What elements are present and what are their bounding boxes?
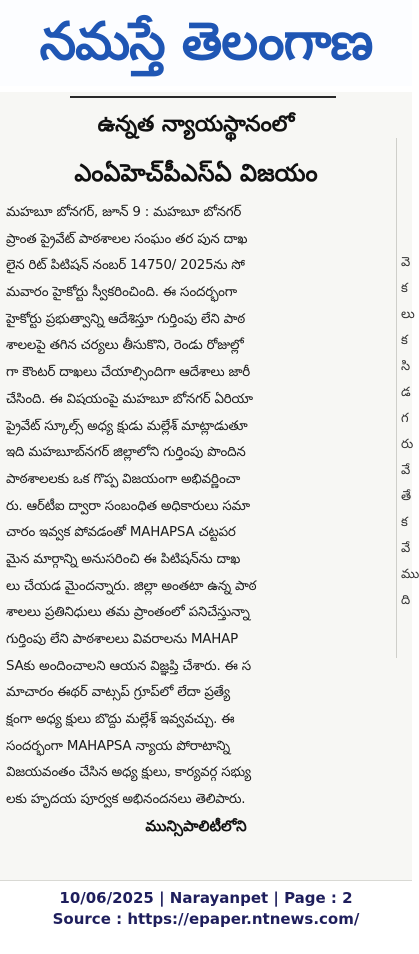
article-body <box>6 200 392 814</box>
source-url: Source : https://epaper.ntnews.com/ <box>52 910 360 928</box>
adjacent-column-glyph: క <box>401 333 408 348</box>
article-body-line: చారం ఇవ్వక పోవడంతో MAHAPSA చట్టపర <box>6 525 236 541</box>
adjacent-column-glyph: క <box>401 515 408 530</box>
adjacent-column-fragment <box>401 250 419 614</box>
article-body-line: ఇది మహబూబ్‌నగర్ జిల్లాలోని గుర్తింపు పొందిన <box>6 445 246 461</box>
adjacent-column-glyph: ము <box>401 567 419 582</box>
article-body-line: విజయవంతం చేసిన అధ్య క్షులు, కార్యవర్గ సభ్యు <box>6 765 251 781</box>
article-body-line: గా కౌంటర్ దాఖలు చేయాల్సిందిగా ఆదేశాలు జారీ <box>6 365 251 381</box>
newspaper-masthead <box>0 0 412 86</box>
adjacent-column-glyph: లు <box>401 307 415 322</box>
adjacent-column-glyph: క <box>401 281 408 296</box>
article-body-line: SAకు అందించాలని ఆయన విజ్ఞప్తి చేశారు. ఈ స <box>6 658 251 674</box>
article-body-line: శాలలపై తగిన చర్యలు తీసుకొని, రెండు రోజుల్లో <box>6 338 244 354</box>
article-body-line: లకు హృదయ పూర్వక అభినందనలు తెలిపారు. <box>6 792 246 808</box>
article-body-line: క్షంగా అధ్య క్షులు బొద్దు మల్లేశ్ ఇవ్వవచ్చు. ఈ <box>6 712 235 728</box>
news-article <box>0 92 419 881</box>
article-body-line: హైకోర్టు ప్రభుత్వాన్ని ఆదేశిస్తూ గుర్తింపు లేని పాఠ <box>6 311 245 327</box>
adjacent-column-glyph: తే <box>401 489 412 504</box>
article-body-line: గుర్తింపు లేని పాఠశాలలు వివరాలను MAHAP <box>6 632 238 647</box>
article-body-line: మైన మార్గాన్ని అనుసరించి ఈ పిటిషన్‌ను దాఖ <box>6 551 241 567</box>
article-body-line: రు. ఆర్‌టీఐ ద్వారా సంబంధిత అధికారులు సమా <box>6 498 250 514</box>
headline-line-1: ఉన్నత న్యాయస్థానంలో <box>97 112 295 137</box>
headline-line-2: ఎంఏహెచ్‌పీఎస్ఏ విజయం <box>74 159 318 187</box>
adjacent-column-glyph: వె <box>401 255 411 270</box>
adjacent-column-glyph: సి <box>401 359 411 374</box>
adjacent-column-glyph: డ <box>401 385 411 400</box>
next-article-heading: మున్సిపాలిటీలోని <box>145 817 247 835</box>
article-body-line: చేసింది. ఈ విషయంపై మహబూ బోనగర్ ఏరియా <box>6 391 253 407</box>
headline-top-rule <box>70 96 336 98</box>
masthead-logo-text: నమస్తే తెలంగాణ <box>39 12 373 72</box>
article-body-line: మవారం హైకోర్టు స్వీకరించింది. ఈ సందర్భంగా <box>6 285 237 301</box>
article-body-line: శాలలు ప్రతినిధులు తమ ప్రాంతంలో పనిచేస్తున్నా <box>6 605 250 621</box>
adjacent-column-glyph: ది <box>401 593 411 608</box>
article-body-line: మాచారం ఈథర్ వాట్సప్ గ్రూప్‌లో లేదా ప్రత్యే <box>6 685 230 701</box>
adjacent-column-glyph: వే <box>401 541 411 556</box>
adjacent-column-glyph: వే <box>401 463 411 478</box>
clipping-footer <box>0 882 412 954</box>
article-body-line: ప్రైవేట్ స్కూల్స్ అధ్య క్షుడు మల్లేశ్ మాట్లాడుతూ <box>6 418 248 434</box>
article-body-line: లు చేయడ మైందన్నారు. జిల్లా అంతటా ఉన్న పాఠ <box>6 578 257 594</box>
date-edition-page: 10/06/2025 | Narayanpet | Page : 2 <box>59 889 353 907</box>
article-body-line: సందర్భంగా MAHAPSA న్యాయ పోరాటాన్ని <box>6 738 230 754</box>
adjacent-column-glyph: రు <box>401 437 414 452</box>
adjacent-column-glyph: గ <box>401 411 409 426</box>
article-body-line: ప్రాంత ప్రైవేట్ పాఠశాలల సంఘం తర పున దాఖ <box>6 231 248 247</box>
article-body-line: మహబూ బోనగర్, జూన్ 9 : మహబూ బోనగర్ <box>6 205 242 220</box>
column-divider <box>396 138 397 658</box>
article-body-line: లైన రిట్ పిటిషన్ నంబర్ 14750/ 2025ను సో <box>6 258 245 274</box>
article-body-line: పాఠశాలలకు ఒక గొప్ప విజయంగా అభివర్ణించా <box>6 471 241 487</box>
